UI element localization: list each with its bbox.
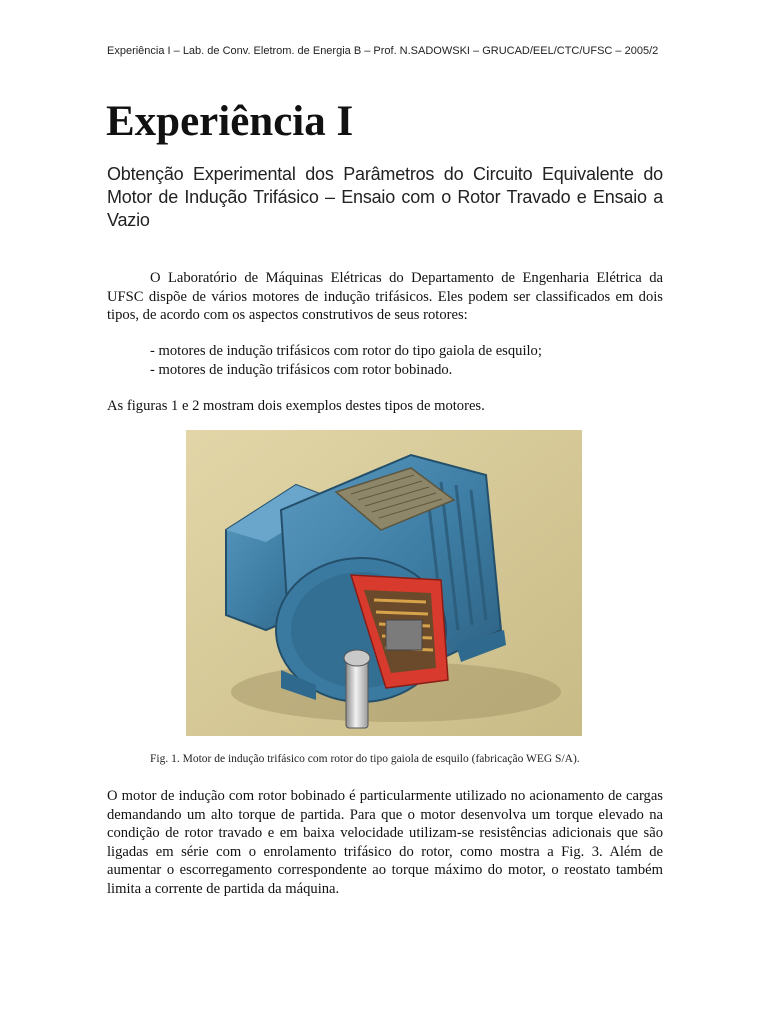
motor-photo bbox=[186, 430, 582, 736]
list-item: - motores de indução trifásicos com rotor do tipo gaiola de esquilo; bbox=[150, 343, 542, 359]
motor-illustration bbox=[186, 430, 582, 736]
page-title: Experiência I bbox=[106, 98, 354, 145]
intro-paragraph: O Laboratório de Máquinas Elétricas do Departamento de Engenharia Elétrica da UFSC dispõe de vários motores de indução trifásicos. Eles podem ser classificados em dois tipos, de acordo com os aspectos construtivos de seus rotores: bbox=[107, 270, 663, 323]
running-header: Experiência I – Lab. de Conv. Eletrom. de Energia B – Prof. N.SADOWSKI – GRUCAD/EEL/CTC/UFSC – 2005/2 bbox=[107, 45, 659, 57]
list-item: - motores de indução trifásicos com rotor bobinado. bbox=[150, 361, 453, 378]
figure-caption: Fig. 1. Motor de indução trifásico com rotor do tipo gaiola de esquilo (fabricação WEG S/A). bbox=[150, 753, 580, 765]
final-paragraph: O motor de indução com rotor bobinado é particularmente utilizado no acionamento de cargas demandando um alto torque de partida. Para que o motor desenvolva um torque elevado na condição de rotor travado e em baixa velocidade utilizam-se resistências adicionais que são ligadas em série com o enrolamento trifásico do rotor, como mostra a Fig. 3. Além de aumentar o escorregamento correspondente ao torque máximo do motor, o reostato também limita a corrente de partida da máquina. bbox=[107, 788, 663, 897]
motor-types-list bbox=[150, 342, 670, 379]
figures-sentence: As figuras 1 e 2 mostram dois exemplos destes tipos de motores. bbox=[107, 398, 485, 414]
page-subtitle: Obtenção Experimental dos Parâmetros do Circuito Equivalente do Motor de Indução Trifásico – Ensaio com o Rotor Travado e Ensaio a Vazio bbox=[107, 164, 663, 230]
